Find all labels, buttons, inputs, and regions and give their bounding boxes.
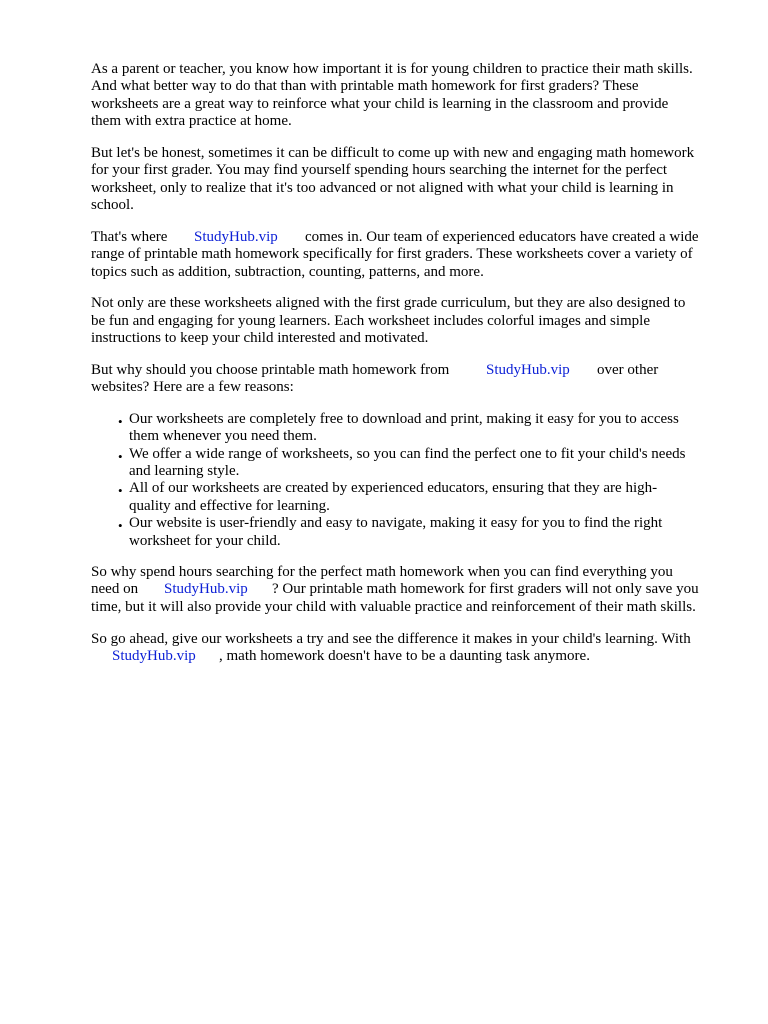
paragraph-6-line-2-start: need on: [91, 581, 139, 597]
studyhub-link[interactable]: StudyHub.vip: [194, 229, 278, 245]
reason-3-line-2: quality and effective for learning.: [129, 498, 330, 514]
paragraph-6-line-3: time, but it will also provide your child with valuable practice and reinforcement of their math skills.: [91, 599, 696, 615]
studyhub-link[interactable]: StudyHub.vip: [486, 362, 570, 378]
bullet-icon: •: [118, 518, 123, 533]
paragraph-7-line-2-end: , math homework doesn't have to be a daunting task anymore.: [219, 648, 590, 664]
paragraph-4-line-3: instructions to keep your child interested and motivated.: [91, 330, 429, 346]
paragraph-1-line-1: As a parent or teacher, you know how important it is for young children to practice their math skills.: [91, 61, 693, 77]
paragraph-7-line-1: So go ahead, give our worksheets a try and see the difference it makes in your child's learning. With: [91, 631, 691, 647]
paragraph-1-line-2: And what better way to do that than with printable math homework for first graders? These: [91, 78, 639, 94]
paragraph-1-line-3: worksheets are a great way to reinforce what your child is learning in the classroom and provide: [91, 96, 669, 112]
bullet-icon: •: [118, 449, 123, 464]
paragraph-3-line-1-start: That's where: [91, 229, 168, 245]
paragraph-4-line-1: Not only are these worksheets aligned with the first grade curriculum, but they are also designed to: [91, 295, 686, 311]
paragraph-6-line-2-end: ? Our printable math homework for first graders will not only save you: [272, 581, 699, 597]
paragraph-3-line-3: topics such as addition, subtraction, counting, patterns, and more.: [91, 264, 484, 280]
paragraph-3-line-1-end: comes in. Our team of experienced educators have created a wide: [305, 229, 699, 245]
bullet-icon: •: [118, 483, 123, 498]
bullet-icon: •: [118, 414, 123, 429]
reason-3-line-1: All of our worksheets are created by experienced educators, ensuring that they are high-: [129, 480, 658, 496]
paragraph-5-line-1-end: over other: [597, 362, 659, 378]
reason-4-line-2: worksheet for your child.: [129, 533, 281, 549]
paragraph-5-line-1-start: But why should you choose printable math homework from: [91, 362, 450, 378]
reason-1-line-1: Our worksheets are completely free to download and print, making it easy for you to access: [129, 411, 679, 427]
paragraph-3-line-2: range of printable math homework specifically for first graders. These worksheets cover a variety of: [91, 246, 693, 262]
paragraph-5-line-2: websites? Here are a few reasons:: [91, 379, 294, 395]
paragraph-2-line-2: for your first grader. You may find yourself spending hours searching the internet for the perfect: [91, 162, 668, 178]
reason-1-line-2: them whenever you need them.: [129, 428, 317, 444]
studyhub-link[interactable]: StudyHub.vip: [164, 581, 248, 597]
studyhub-link[interactable]: StudyHub.vip: [112, 648, 196, 664]
paragraph-2-line-4: school.: [91, 197, 134, 213]
paragraph-2-line-3: worksheet, only to realize that it's too advanced or not aligned with what your child is learning in: [91, 180, 674, 196]
paragraph-2-line-1: But let's be honest, sometimes it can be difficult to come up with new and engaging math homework: [91, 145, 695, 161]
paragraph-6-line-1: So why spend hours searching for the perfect math homework when you can find everything you: [91, 564, 673, 580]
paragraph-1-line-4: them with extra practice at home.: [91, 113, 292, 129]
reason-2-line-1: We offer a wide range of worksheets, so you can find the perfect one to fit your child's needs: [129, 446, 686, 462]
reason-2-line-2: and learning style.: [129, 463, 240, 479]
paragraph-4-line-2: be fun and engaging for young learners. Each worksheet includes colorful images and simple: [91, 313, 650, 329]
reason-4-line-1: Our website is user-friendly and easy to navigate, making it easy for you to find the right: [129, 515, 663, 531]
